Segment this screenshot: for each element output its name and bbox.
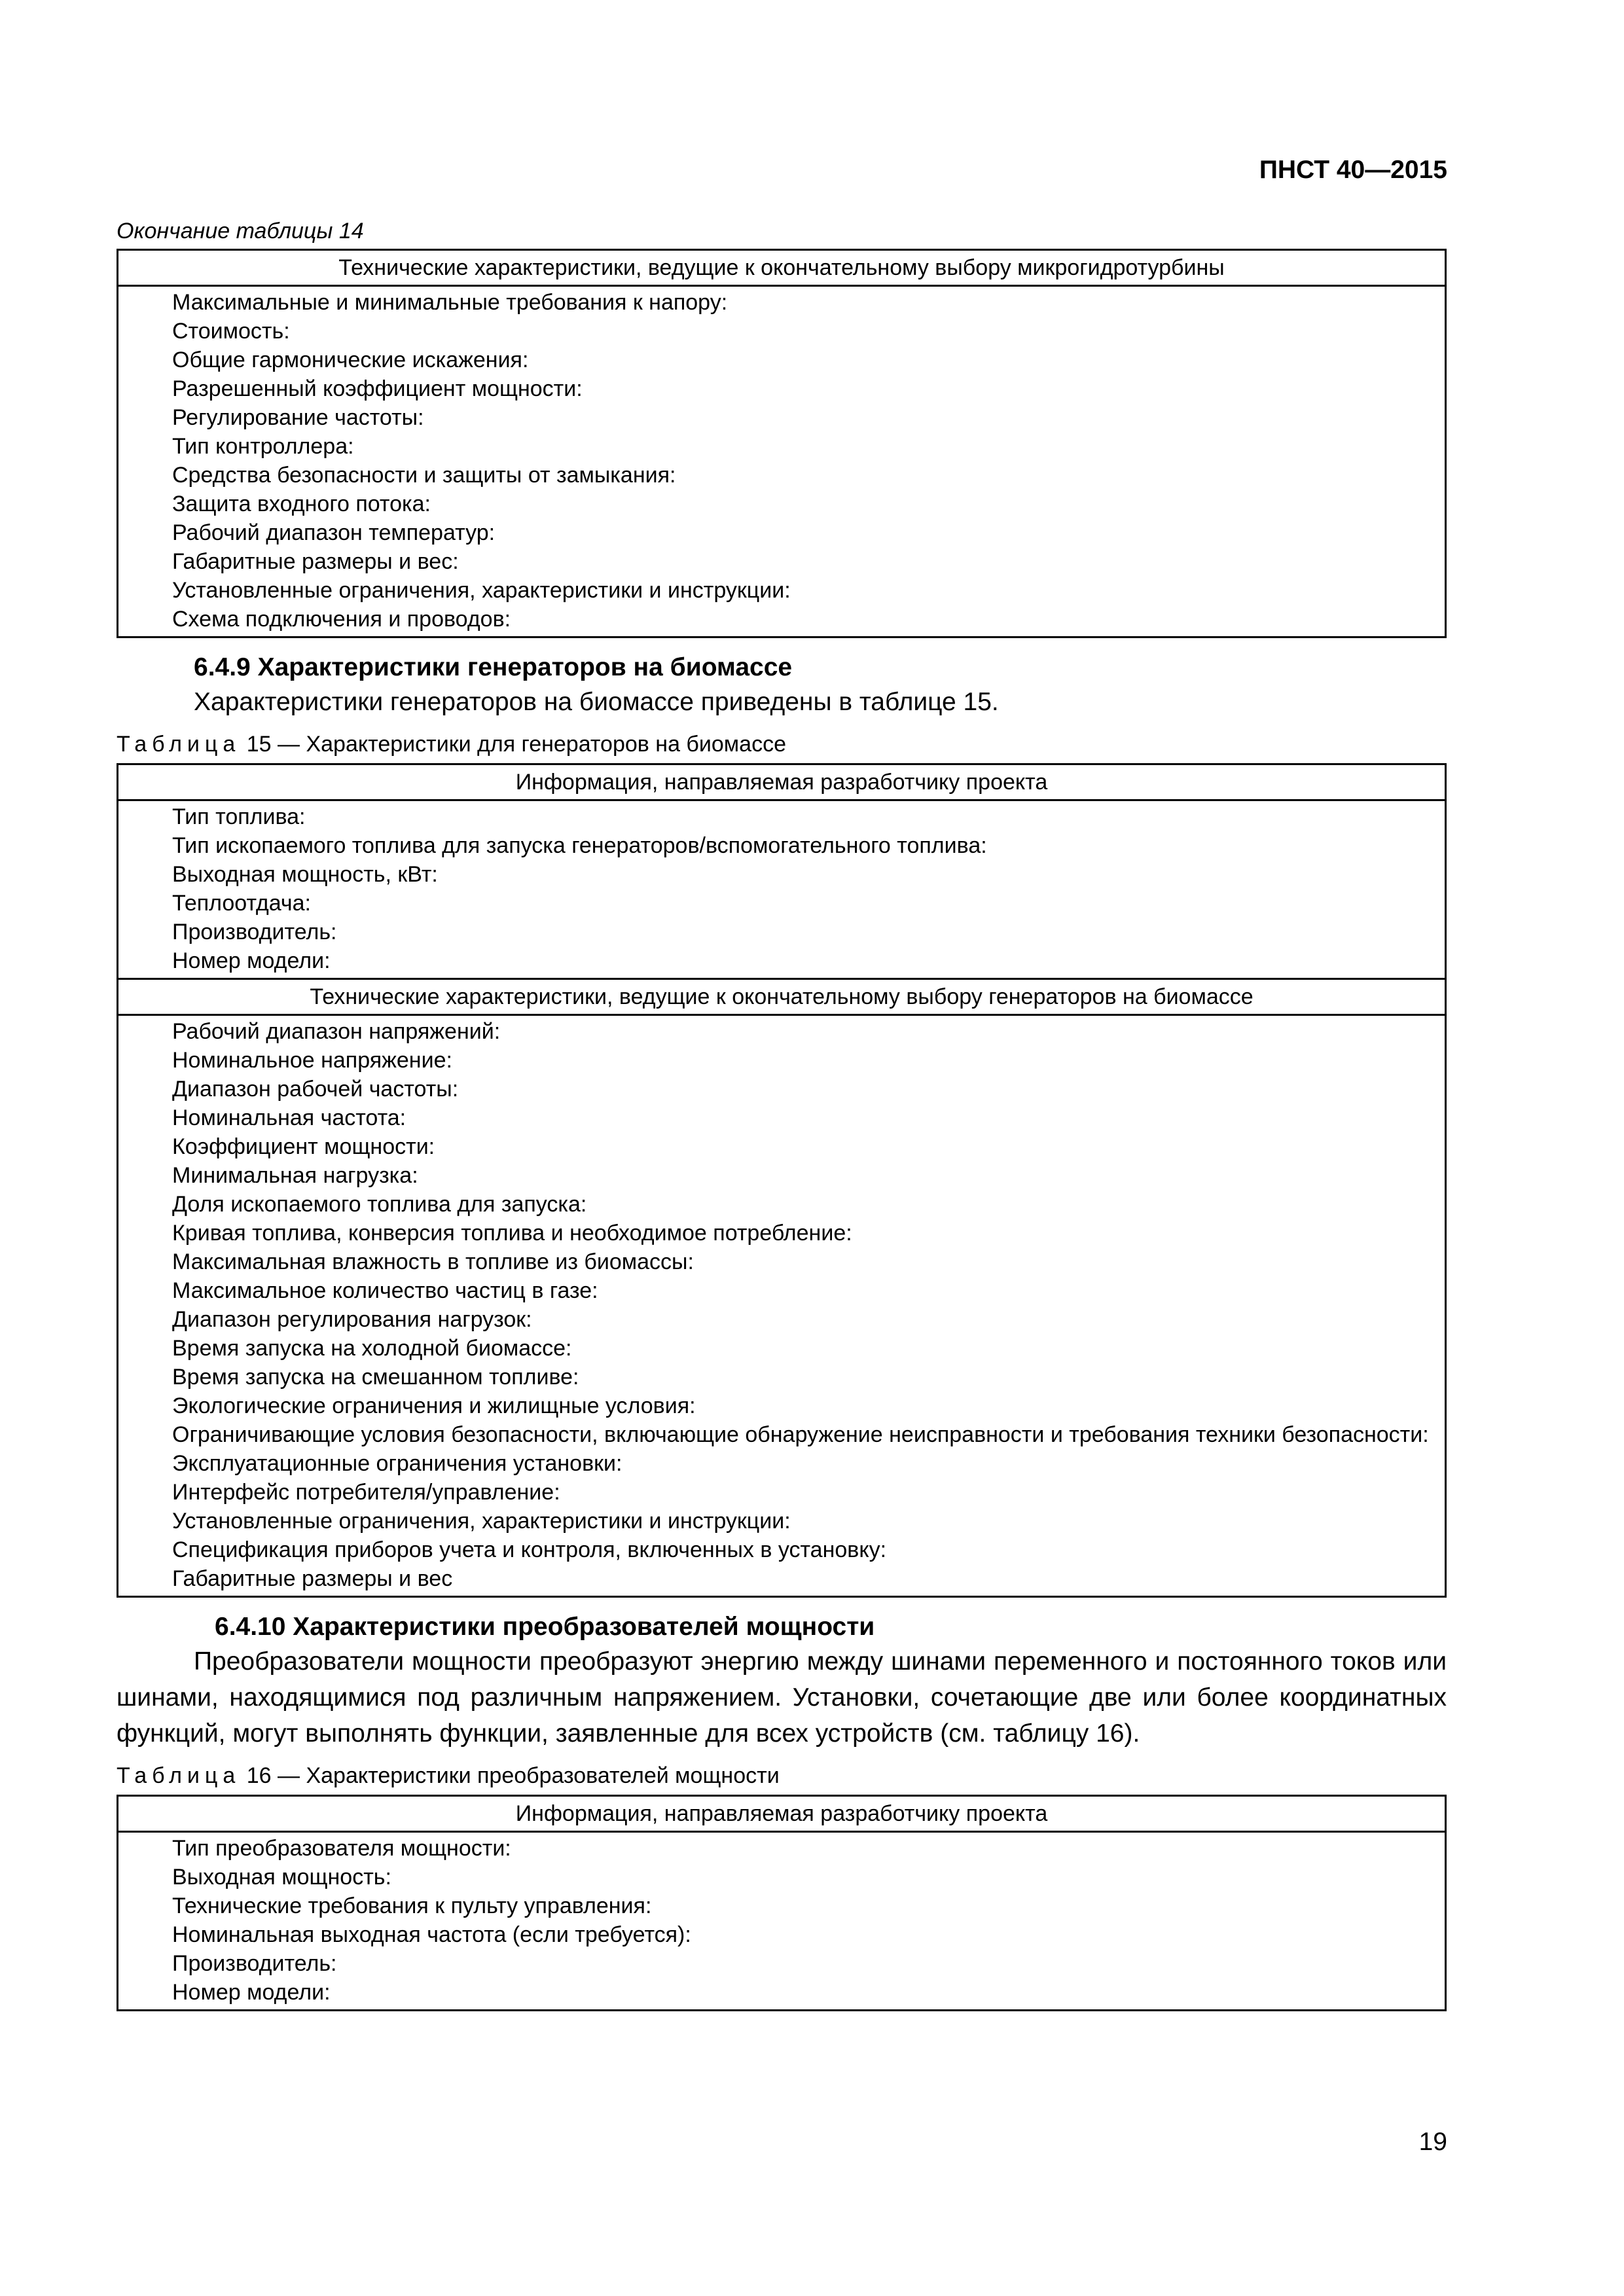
- list-item: Тип контроллера:: [172, 434, 354, 459]
- table-14-continuation-caption: Окончание таблицы 14: [117, 219, 364, 243]
- list-item: Выходная мощность, кВт:: [172, 862, 438, 887]
- list-item: Производитель:: [172, 1951, 337, 1976]
- list-item: Рабочий диапазон температур:: [172, 520, 496, 545]
- list-item: Тип преобразователя мощности:: [172, 1836, 511, 1861]
- list-item: Время запуска на смешанном топливе:: [172, 1365, 579, 1390]
- table-header-row: [118, 1796, 1446, 1832]
- list-item: Доля ископаемого топлива для запуска:: [172, 1192, 587, 1217]
- table-header-cell: Технические характеристики, ведущие к окончательному выбору генераторов на биомассе: [118, 979, 1446, 1015]
- list-item: Диапазон регулирования нагрузок:: [172, 1307, 532, 1332]
- list-item: Номер модели:: [172, 1980, 331, 2005]
- table-14-end: [117, 249, 1447, 638]
- list-item: Номер модели:: [172, 948, 331, 973]
- list-item: Время запуска на холодной биомассе:: [172, 1336, 572, 1361]
- table-cell-items: [118, 800, 1446, 979]
- list-item: Защита входного потока:: [172, 492, 431, 516]
- list-item: Максимальное количество частиц в газе:: [172, 1278, 598, 1303]
- list-item: Габаритные размеры и вес:: [172, 549, 459, 574]
- table-header-cell: Технические характеристики, ведущие к окончательному выбору микрогидротурбины: [118, 250, 1446, 286]
- page-number: 19: [1418, 2128, 1447, 2156]
- list-item: Ограничивающие условия безопасности, включающие обнаружение неисправности и требования техники безопасности:: [172, 1422, 1429, 1447]
- section-paragraph-6-4-9: Характеристики генераторов на биомассе приведены в таблице 15.: [194, 688, 999, 716]
- list-item: Тип ископаемого топлива для запуска генераторов/вспомогательного топлива:: [172, 833, 987, 858]
- list-item: Номинальное напряжение:: [172, 1048, 452, 1073]
- list-item: Коэффициент мощности:: [172, 1134, 435, 1159]
- list-item: Кривая топлива, конверсия топлива и необходимое потребление:: [172, 1221, 852, 1246]
- table-15: [117, 763, 1447, 1598]
- table-16: [117, 1795, 1447, 2011]
- list-item: Номинальная частота:: [172, 1105, 406, 1130]
- table-caption-label: Таблица: [117, 732, 241, 757]
- list-item: Установленные ограничения, характеристики и инструкции:: [172, 578, 791, 603]
- section-paragraph-6-4-10: Преобразователи мощности преобразуют энергию между шинами переменного и постоянного токов или шинами, находящимися под различным напряжением. Установки, сочетающие две или более координатных функций, могут выполнять функции, заявленные для всех устройств (см. таблицу 16).: [117, 1647, 1447, 1748]
- table-header-row: [118, 250, 1446, 286]
- list-item: Тип топлива:: [172, 804, 306, 829]
- table-row: [118, 800, 1446, 979]
- list-item: Максимальные и минимальные требования к напору:: [172, 290, 728, 315]
- list-item: Габаритные размеры и вес: [172, 1566, 453, 1591]
- list-item: Производитель:: [172, 920, 337, 944]
- list-item: Номинальная выходная частота (если требуется):: [172, 1922, 691, 1947]
- table-caption-title: 15 — Характеристики для генераторов на биомассе: [240, 732, 786, 757]
- table-16-caption: [117, 1761, 1447, 1791]
- table-caption-label: Таблица: [117, 1763, 241, 1788]
- list-item: Общие гармонические искажения:: [172, 348, 529, 372]
- list-item: Эксплуатационные ограничения установки:: [172, 1451, 623, 1476]
- list-item: Интерфейс потребителя/управление:: [172, 1480, 560, 1505]
- table-cell-items: [118, 1015, 1446, 1597]
- table-header-row: [118, 979, 1446, 1015]
- list-item: Разрешенный коэффициент мощности:: [172, 376, 583, 401]
- list-item: Диапазон рабочей частоты:: [172, 1077, 459, 1102]
- document-code: ПНСТ 40—2015: [1259, 156, 1447, 184]
- list-item: Минимальная нагрузка:: [172, 1163, 418, 1188]
- list-item: Регулирование частоты:: [172, 405, 424, 430]
- table-15-caption: [117, 729, 1447, 759]
- page-content: [117, 216, 1447, 2011]
- list-item: Стоимость:: [172, 319, 290, 344]
- list-item: Теплоотдача:: [172, 891, 311, 916]
- list-item: Средства безопасности и защиты от замыкания:: [172, 463, 676, 488]
- table-cell-items: [118, 1832, 1446, 2011]
- table-header-cell: Информация, направляемая разработчику проекта: [118, 1796, 1446, 1832]
- list-item: Выходная мощность:: [172, 1865, 391, 1890]
- table-row: [118, 1832, 1446, 2011]
- table-row: [118, 286, 1446, 637]
- table-row: [118, 1015, 1446, 1597]
- table-caption-title: 16 — Характеристики преобразователей мощности: [240, 1763, 780, 1788]
- table-cell-items: [118, 286, 1446, 637]
- section-heading-6-4-10: 6.4.10 Характеристики преобразователей мощности: [215, 1613, 875, 1641]
- list-item: Схема подключения и проводов:: [172, 607, 511, 632]
- list-item: Установленные ограничения, характеристики и инструкции:: [172, 1509, 791, 1534]
- list-item: Рабочий диапазон напряжений:: [172, 1019, 501, 1044]
- list-item: Спецификация приборов учета и контроля, включенных в установку:: [172, 1537, 887, 1562]
- list-item: Экологические ограничения и жилищные условия:: [172, 1393, 696, 1418]
- list-item: Технические требования к пульту управления:: [172, 1893, 652, 1918]
- section-heading-6-4-9: 6.4.9 Характеристики генераторов на биомассе: [194, 653, 793, 681]
- list-item: Максимальная влажность в топливе из биомассы:: [172, 1249, 694, 1274]
- table-header-row: [118, 764, 1446, 800]
- table-header-cell: Информация, направляемая разработчику проекта: [118, 764, 1446, 800]
